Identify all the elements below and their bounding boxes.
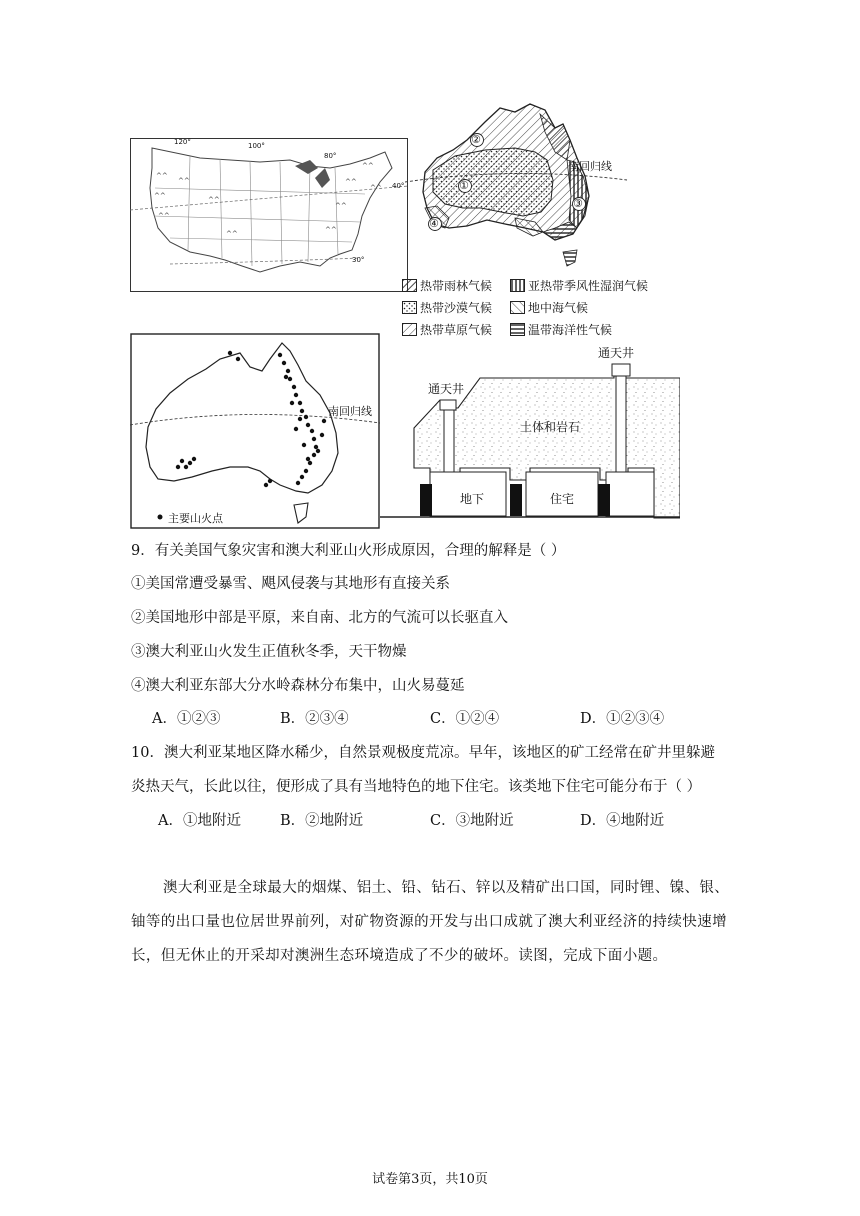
fire-point — [180, 459, 184, 463]
underground-dwelling-diagram — [380, 340, 680, 520]
fire-point — [304, 469, 308, 473]
statement: ②美国地形中部是平原，来自南、北方的气流可以长驱直入 — [131, 610, 508, 626]
fire-point — [294, 393, 298, 397]
svg-text:^^: ^^ — [370, 184, 382, 192]
fire-point — [278, 353, 282, 357]
tropic-label: 南回归线 — [568, 160, 612, 173]
option-d[interactable]: D．④地附近 — [580, 813, 665, 829]
fire-point — [308, 461, 312, 465]
svg-text:^^: ^^ — [154, 192, 166, 200]
region-marker-4: ④ — [429, 217, 439, 230]
lat-label: 30° — [352, 256, 365, 264]
fire-point — [228, 351, 232, 355]
option-a[interactable]: A．①②③ — [152, 711, 221, 727]
legend-item: 地中海气候 — [510, 299, 660, 316]
fire-point — [288, 377, 292, 381]
region-marker-1: ① — [459, 179, 469, 192]
lon-label: 100° — [248, 142, 265, 150]
region-marker-3: ③ — [573, 197, 583, 210]
legend-item: 亚热带季风性湿润气候 — [510, 277, 660, 294]
shaft-label-left: 通天井 — [428, 382, 465, 396]
question-10-stem: 炎热天气，长此以往，便形成了具有当地特色的地下住宅。该类地下住宅可能分布于（ ） — [131, 779, 702, 795]
fire-point — [310, 429, 314, 433]
svg-text:^^: ^^ — [335, 202, 347, 210]
lon-label: 120° — [174, 138, 191, 146]
fire-point — [184, 465, 188, 469]
option-c[interactable]: C．③地附近 — [430, 813, 514, 829]
fire-point — [294, 427, 298, 431]
passage-line: 铀等的出口量也位居世界前列，对矿物资源的开发与出口成就了澳大利亚经济的持续快速增 — [131, 914, 727, 930]
svg-text:^^: ^^ — [158, 212, 170, 220]
fire-point — [192, 457, 196, 461]
fire-point — [188, 461, 192, 465]
tropic-label: 南回归线 — [328, 405, 372, 418]
fire-point — [282, 361, 286, 365]
legend-item: 温带海洋性气候 — [510, 321, 660, 338]
fire-point — [290, 401, 294, 405]
fire-point — [306, 423, 310, 427]
shaft-label-right: 通天井 — [598, 346, 635, 360]
option-b[interactable]: B．②③④ — [280, 711, 349, 727]
fire-point — [312, 437, 316, 441]
fire-point — [176, 465, 180, 469]
room-label-right: 住宅 — [550, 492, 575, 506]
usa-map — [130, 138, 408, 292]
fire-point — [320, 433, 324, 437]
climate-legend — [402, 277, 662, 338]
statement: ④澳大利亚东部大分水岭森林分布集中，山火易蔓延 — [131, 678, 465, 694]
room-label-left: 地下 — [460, 492, 485, 506]
svg-text:^^: ^^ — [178, 177, 190, 185]
fire-point — [296, 481, 300, 485]
fire-point — [314, 445, 318, 449]
lon-label: 80° — [324, 152, 337, 160]
fire-map — [130, 333, 380, 529]
soil-label: 土体和岩石 — [520, 420, 581, 434]
legend-item: 热带沙漠气候 — [402, 299, 510, 316]
fire-point — [316, 449, 320, 453]
fire-point — [298, 401, 302, 405]
statement: ③澳大利亚山火发生正值秋冬季，天干物燥 — [131, 644, 407, 660]
page-footer: 试卷第3页，共10页 — [372, 1172, 488, 1187]
fire-point — [298, 417, 302, 421]
passage-line: 长，但无休止的开采却对澳洲生态环境造成了不少的破坏。读图，完成下面小题。 — [131, 948, 668, 964]
legend-item: 热带雨林气候 — [402, 277, 510, 294]
fire-point — [300, 475, 304, 479]
fire-point — [304, 415, 308, 419]
option-c[interactable]: C．①②④ — [430, 711, 500, 727]
option-d[interactable]: D．①②③④ — [580, 711, 665, 727]
fire-point — [312, 453, 316, 457]
svg-text:^^: ^^ — [208, 196, 220, 204]
passage-line: 澳大利亚是全球最大的烟煤、铝土、铅、钻石、锌以及精矿出口国，同时锂、镍、银、 — [163, 880, 730, 896]
question-9-stem: 9．有关美国气象灾害和澳大利亚山火形成原因，合理的解释是（ ） — [131, 543, 566, 559]
fire-point — [306, 457, 310, 461]
svg-text:^^: ^^ — [325, 226, 337, 234]
fire-point — [300, 409, 304, 413]
svg-text:^^: ^^ — [362, 162, 374, 170]
lat-label: 40° — [392, 182, 405, 190]
fire-point — [302, 443, 306, 447]
fire-point — [284, 375, 288, 379]
option-b[interactable]: B．②地附近 — [280, 813, 364, 829]
fire-point — [264, 483, 268, 487]
svg-text:^^: ^^ — [226, 230, 238, 238]
australia-climate-map — [405, 100, 635, 275]
fire-point — [268, 479, 272, 483]
question-10-stem: 10．澳大利亚某地区降水稀少，自然景观极度荒凉。早年，该地区的矿工经常在矿井里躲避 — [131, 745, 715, 761]
fire-point — [322, 419, 326, 423]
region-marker-2: ② — [471, 133, 481, 146]
fire-point — [292, 385, 296, 389]
legend-item: 热带草原气候 — [402, 321, 510, 338]
fire-point — [286, 369, 290, 373]
fire-point — [236, 357, 240, 361]
option-a[interactable]: A．①地附近 — [158, 813, 241, 829]
svg-text:^^: ^^ — [156, 172, 168, 180]
statement: ①美国常遭受暴雪、飓风侵袭与其地形有直接关系 — [131, 576, 450, 592]
fire-legend-label: 主要山火点 — [168, 512, 223, 525]
svg-text:^^: ^^ — [345, 178, 357, 186]
